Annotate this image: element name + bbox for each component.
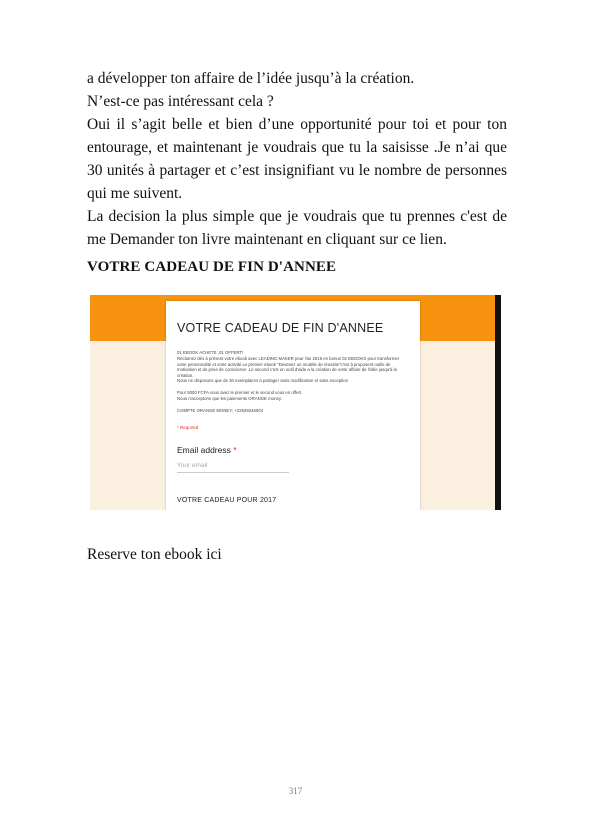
paragraph-1: a développer ton affaire de l’idée jusqu’à la création. [87, 70, 415, 87]
form-screenshot[interactable] [90, 295, 501, 510]
form-intro-text: Réclamez dès à présent votre ebook avec LEADING MAKER pour l'an 2016 en bonus 02 EBOOKS pour transformer votre personnalité et votre activité.Le premier ebook "Devenez un modèle de réussite"c'est à proposent outils de motivation et de prise de conscience .Le second c'est un outil d'aide a la création de votre affaire de l'idée jusqu'à la création. [177, 356, 400, 378]
screenshot-edge-bar [495, 295, 501, 510]
form-payment-text: Nous n'acceptons que les paiements ORANGE money. [177, 396, 282, 401]
form-account-text: COMPTE ORANGE MONEY: +22549246004 [177, 408, 264, 413]
form-card [166, 301, 420, 510]
required-star: * [233, 445, 237, 455]
page-number: 317 [288, 786, 303, 796]
form-stock-text: Nous ne disposons que de 30 exemplaires a partager sans modification et sans exception [177, 378, 349, 383]
required-note: * Required [177, 425, 199, 430]
paragraph-2: N’est-ce pas intéressant cela ? [87, 93, 274, 110]
email-label-text: Email address [177, 445, 231, 455]
form-intro-line: 01 EBOOK ACHETE ,01 OFFERT! [177, 350, 244, 355]
reserve-ebook-paragraph [87, 546, 222, 564]
paragraph-4: La decision la plus simple que je voudrais que tu prennes c'est de me Demander ton livre maintenant en cliquant sur ce lien. [87, 208, 507, 248]
form-section-title: VOTRE CADEAU POUR 2017 [177, 497, 277, 504]
reserve-ebook-link[interactable]: Reserve ton ebook ici [87, 546, 222, 563]
email-field[interactable] [177, 459, 289, 473]
form-title: VOTRE CADEAU DE FIN D'ANNEE [177, 321, 384, 335]
paragraph-3: Oui il s’agit belle et bien d’une opportunité pour toi et pour ton entourage, et maintenant je voudrais que tu la saisisse .Je n’ai que 30 unités à partager et c’est insignifiant vu le nombre de personnes qui me suivent. [87, 116, 507, 202]
email-label [177, 445, 237, 455]
section-heading: VOTRE CADEAU DE FIN D'ANNEE [87, 259, 337, 275]
form-price-text: Pour 5000 FCFA vous avez le premier et le second vous en offert. [177, 390, 303, 395]
